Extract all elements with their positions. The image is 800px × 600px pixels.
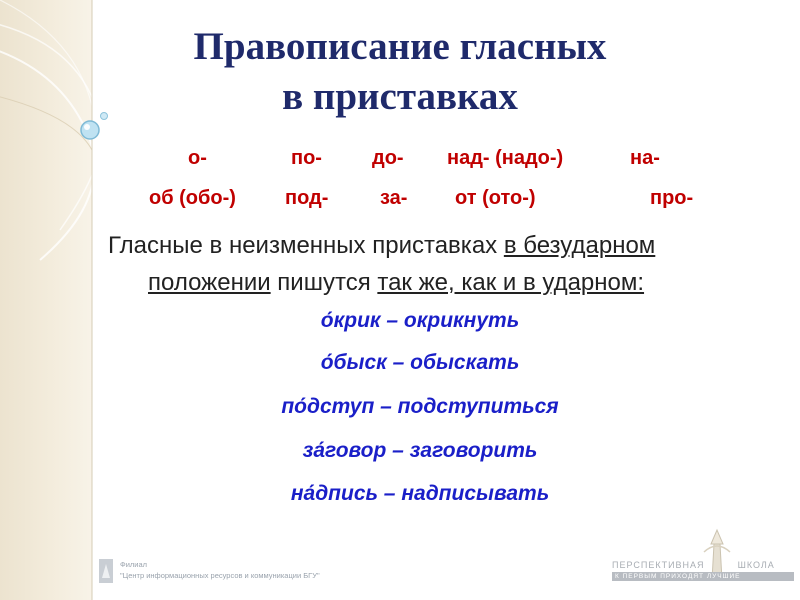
prefix-item: про- [650,187,694,209]
footer-organization [120,559,440,581]
example-line: на́дпись – надписывать [290,482,550,505]
example-line: о́быск – обыскать [320,351,520,374]
prefix-item: до- [372,147,404,169]
slide-title [95,22,705,122]
prefix-item: на- [630,147,660,169]
brand-word-2: ШКОЛА [737,560,775,570]
prefix-item: над- (надо-) [447,147,564,169]
prefix-item: от (ото-) [455,187,536,209]
prefix-item: о- [188,147,207,169]
prefix-item: под- [285,187,329,209]
example-line: о́крик – окрикнуть [320,309,520,332]
brand-slogan: К ПЕРВЫМ ПРИХОДЯТ ЛУЧШИЕ [612,572,794,581]
rule-part-2: в безударном [503,232,656,259]
example-line: по́дступ – подступиться [281,395,559,418]
rule-part-4: пишутся [270,269,378,296]
rule-part-5: так же, как и в ударном: [377,269,645,296]
rule-text [108,227,768,301]
rule-part-3: положении [148,269,271,296]
prefix-item: за- [380,187,408,209]
rule-part-1: Гласные в неизменных приставках [108,232,504,259]
brand-word-1: ПЕРСПЕКТИВНАЯ [612,560,705,570]
prefix-item: об (обо-) [149,187,236,209]
title-line-1: Правописание гласных [193,25,607,68]
prefix-item: по- [291,147,322,169]
example-line: за́говор – заговорить [302,439,538,462]
title-line-2: в приставках [282,75,518,118]
footer-line-2: "Центр информационных ресурсов и коммуникации БГУ" [120,571,320,580]
school-brand [612,560,794,581]
footer-line-1: Филиал [120,560,148,569]
footer-logo-icon [98,558,114,584]
